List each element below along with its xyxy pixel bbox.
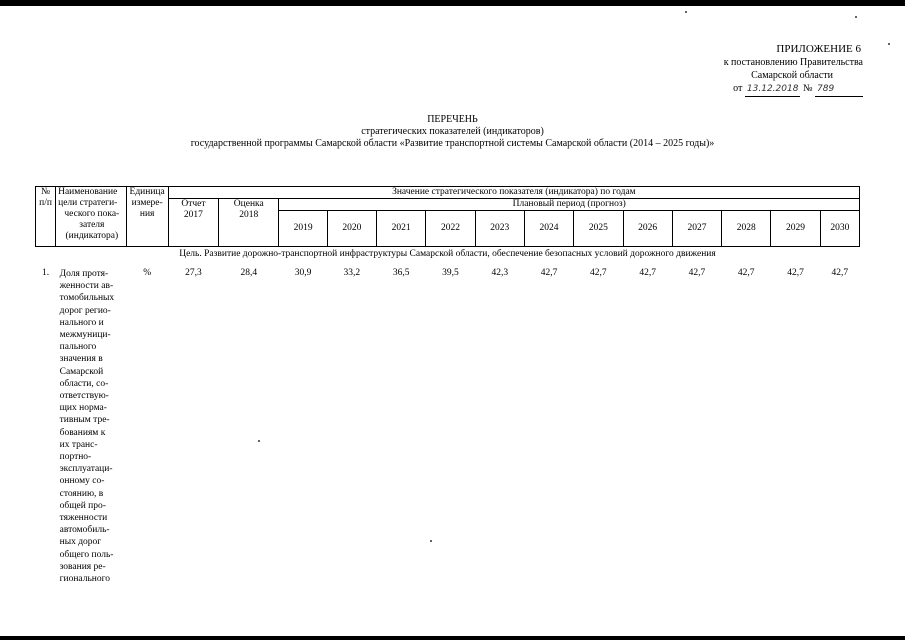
indicator-name-line: щих норма- [59,403,107,414]
indicator-name-line: общей про- [59,500,106,511]
scan-speck [855,16,857,18]
handwritten-number: 789 [815,83,863,97]
goal-row: Цель. Развитие дорожно-транспортной инфраструктуры Самарской области, обеспечение безопасных условий дорожного движения [179,249,716,259]
scan-bottom-border [0,636,905,640]
indicator-name-line: межмуници- [59,330,111,341]
value-cell: 42,7 [540,268,558,278]
document-heading [0,114,905,150]
header-estimate [219,199,279,247]
scan-speck [685,11,687,13]
value-report-2017: 27,3 [185,268,202,278]
value-cell: 42,7 [737,268,755,278]
handwritten-date: 13.12.2018 [745,83,801,97]
indicator-name-line: автомобиль- [59,525,110,536]
scan-speck [888,43,890,45]
number-prefix: № [802,83,813,94]
header-number [36,187,56,247]
value-cell: 36,5 [392,268,410,278]
year-header: 2021 [377,211,426,247]
value-cell: 42,7 [831,268,849,278]
header-unit-line: ния [139,209,155,219]
value-cell: 42,7 [787,268,804,278]
value-cell: 42,7 [590,268,607,278]
header-unit [126,187,168,247]
year-header: 2022 [426,211,475,247]
indicator-name-line: области, со- [59,378,109,389]
indicator-name-line: портно- [59,452,92,463]
header-unit-line: измере- [131,198,163,208]
value-cell: 42,3 [491,268,509,278]
indicator-name-line: Самарской [59,366,104,377]
header-estimate-year: 2018 [239,210,259,220]
header-report-label: Отчет [181,199,206,209]
year-header: 2024 [524,211,573,247]
year-header: 2019 [279,211,327,247]
indicators-table [35,186,860,585]
indicator-name-line: пального [59,342,97,353]
indicator-name-line: дорог регио- [59,305,111,316]
indicator-name-line: их транс- [59,439,98,450]
indicator-name-line: гионального [59,574,111,585]
header-report-year: 2017 [183,210,203,220]
table-row [36,260,860,585]
header-number-b: п/п [39,198,52,208]
indicator-name-line: бованиям к [59,427,106,438]
appendix-line-2: Самарской области [751,70,833,81]
year-header: 2030 [820,211,859,247]
appendix-title: ПРИЛОЖЕНИЕ 6 [776,43,861,55]
header-estimate-label: Оценка [233,199,264,209]
year-header: 2028 [722,211,771,247]
indicator-name [56,260,126,585]
header-name-line: (индикатора) [65,231,119,241]
header-report [168,199,218,247]
indicator-name-line: значения в [59,354,103,365]
row-number: 1. [41,268,50,278]
indicator-name-line: нального и [59,317,104,328]
value-cell: 42,7 [639,268,656,278]
indicator-name-line: тивным тре- [59,415,110,426]
header-number-a: № [41,187,51,197]
header-unit-line: Единица [129,187,165,197]
header-name-line: зателя [79,220,105,230]
date-prefix: от [733,83,743,94]
year-header: 2029 [771,211,820,247]
value-cell: 30,9 [294,268,312,278]
indicator-name-line: женности ав- [59,281,114,292]
indicator-name-line: тяженности [59,513,108,524]
indicator-name-line: Доля протя- [59,269,109,279]
indicator-name-line: онному со- [59,476,105,487]
year-header: 2026 [623,211,672,247]
heading-title: ПЕРЕЧЕНЬ [427,114,478,125]
header-name-line: цели стратеги- [58,198,118,208]
indicator-name-line: зования ре- [59,561,106,572]
indicator-name-line: ных дорог [59,537,102,548]
heading-line-2: государственной программы Самарской области «Развитие транспортной системы Самарской области (2014 – 2025 годы)» [190,138,715,149]
appendix-block [724,43,863,97]
value-cell: 42,7 [688,268,706,278]
appendix-line-1: к постановлению Правительства [723,57,863,68]
scan-top-border [0,0,905,6]
value-cell: 39,5 [442,268,459,278]
heading-line-1: стратегических показателей (индикаторов) [361,126,544,137]
year-header: 2027 [672,211,721,247]
header-plan-period: Плановый период (прогноз) [279,199,860,211]
indicator-name-line: томобильных [59,293,115,304]
indicator-name-line: ответствую- [59,391,109,402]
header-name-line: ческого пока- [64,209,120,219]
header-values-group: Значение стратегического показателя (индикатора) по годам [168,187,859,199]
indicator-name-line: стоянию, в [59,488,104,499]
header-name [56,187,126,247]
year-header: 2020 [327,211,376,247]
value-estimate-2018: 28,4 [240,268,258,278]
appendix-date-line [724,82,863,97]
header-name-line: Наименование [58,187,118,197]
indicator-name-line: эксплуатаци- [59,464,113,475]
indicator-unit: % [143,268,152,278]
year-header: 2023 [475,211,524,247]
indicator-name-line: общего поль- [59,549,114,560]
value-cell: 33,2 [343,268,361,278]
year-header: 2025 [574,211,623,247]
